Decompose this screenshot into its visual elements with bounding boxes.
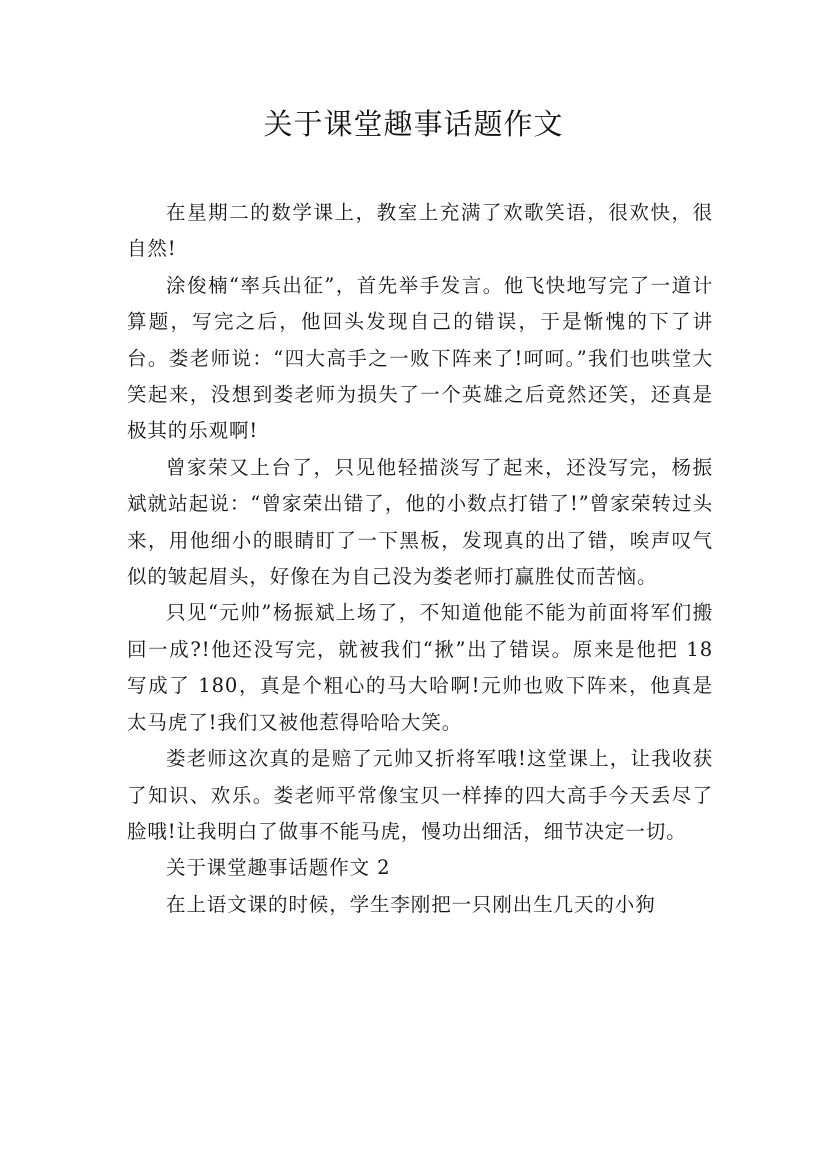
document-title: 关于课堂趣事话题作文 xyxy=(263,107,564,141)
paragraph-3: 曾家荣又上台了，只见他轻描淡写了起来，还没写完，杨振斌就站起说：“曾家荣出错了，他的小数点打错了!”曾家荣转过头来，用他细小的眼睛盯了一下黑板，发现真的出了错，唉声叹气似的皱起眉头，好像在为自己没为娄老师打赢胜仗而苦恼。 xyxy=(127,455,713,589)
paragraph-4: 只见“元帅”杨振斌上场了，不知道他能不能为前面将军们搬回一成?!他还没写完，就被我们“揪”出了错误。原来是他把 18 写成了 180，真是个粗心的马大哈啊!元帅也败下阵来，他真是太马虎了!我们又被他惹得哈哈大笑。 xyxy=(127,601,713,734)
paragraph-5: 娄老师这次真的是赔了元帅又折将军哦!这堂课上，让我收获了知识、欢乐。娄老师平常像宝贝一样捧的四大高手今天丢尽了脸哦!让我明白了做事不能马虎，慢功出细活，细节决定一切。 xyxy=(127,747,713,843)
section-heading-2: 关于课堂趣事话题作文 2 xyxy=(166,856,391,880)
paragraph-2: 涂俊楠“率兵出征”，首先举手发言。他飞快地写完了一道计算题，写完之后，他回头发现自己的错误，于是惭愧的下了讲台。娄老师说：“四大高手之一败下阵来了!呵呵。”我们也哄堂大笑起来，没想到娄老师为损失了一个英雄之后竟然还笑，还真是极其的乐观啊! xyxy=(127,273,713,443)
paragraph-1: 在星期二的数学课上，教室上充满了欢歌笑语，很欢快，很自然! xyxy=(127,201,713,261)
paragraph-6: 在上语文课的时候，学生李刚把一只刚出生几天的小狗 xyxy=(166,892,656,916)
essay-body xyxy=(127,195,713,923)
